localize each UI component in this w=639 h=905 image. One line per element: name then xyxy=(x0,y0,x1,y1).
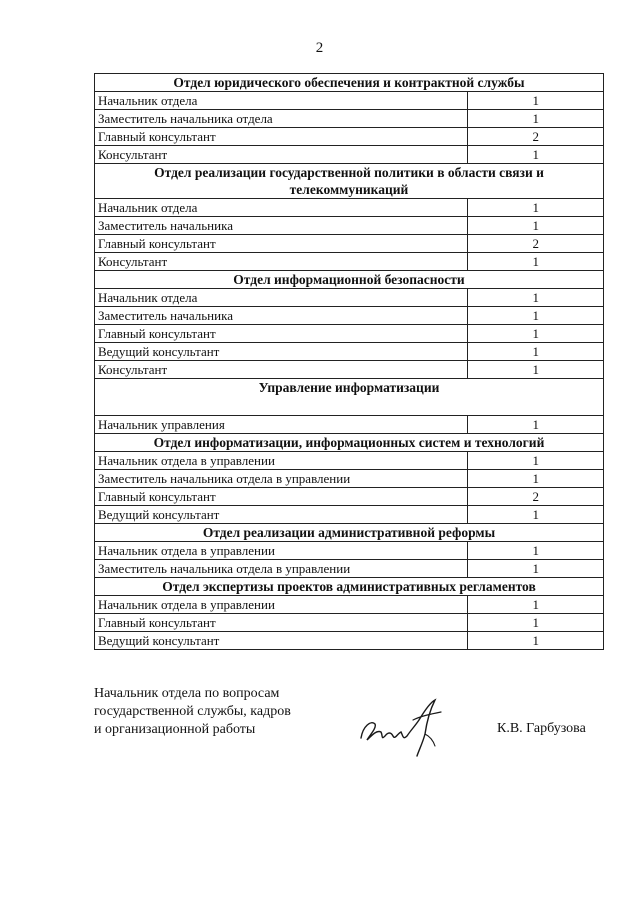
staff-count: 1 xyxy=(468,199,604,217)
staff-count: 1 xyxy=(468,542,604,560)
staff-count: 1 xyxy=(468,506,604,524)
table-row xyxy=(95,614,604,632)
table-row xyxy=(95,560,604,578)
table-row xyxy=(95,199,604,217)
staff-count: 1 xyxy=(468,614,604,632)
position-title: Ведущий консультант xyxy=(95,506,468,524)
section-title: Отдел реализации административной реформы xyxy=(95,524,604,542)
section-header-row xyxy=(95,434,604,452)
table-row xyxy=(95,325,604,343)
position-title: Начальник отдела в управлении xyxy=(95,596,468,614)
table-row xyxy=(95,452,604,470)
staff-count: 1 xyxy=(468,253,604,271)
position-title: Заместитель начальника отдела в управлении xyxy=(95,470,468,488)
signer-position-line-1: Начальник отдела по вопросам xyxy=(94,686,280,701)
staffing-table xyxy=(94,73,604,650)
table-row xyxy=(95,632,604,650)
table-row xyxy=(95,542,604,560)
table-row xyxy=(95,596,604,614)
position-title: Заместитель начальника xyxy=(95,217,468,235)
section-title: Отдел информационной безопасности xyxy=(95,271,604,289)
position-title: Начальник отдела xyxy=(95,289,468,307)
signer-name: К.В. Гарбузова xyxy=(497,721,586,736)
staff-count: 1 xyxy=(468,416,604,434)
position-title: Начальник отдела xyxy=(95,92,468,110)
signer-position-line-2: государственной службы, кадров xyxy=(94,704,291,719)
table-row xyxy=(95,146,604,164)
section-header-row xyxy=(95,74,604,92)
staff-count: 2 xyxy=(468,235,604,253)
table-row xyxy=(95,235,604,253)
table-row xyxy=(95,128,604,146)
staff-count: 1 xyxy=(468,289,604,307)
section-header-row xyxy=(95,164,604,199)
table-row xyxy=(95,416,604,434)
table-row xyxy=(95,289,604,307)
section-header-row xyxy=(95,578,604,596)
position-title: Ведущий консультант xyxy=(95,632,468,650)
table-row xyxy=(95,110,604,128)
table-row xyxy=(95,343,604,361)
staff-count: 1 xyxy=(468,452,604,470)
section-title: Отдел реализации государственной политики в области связи и телекоммуникаций xyxy=(95,164,604,199)
section-header-row xyxy=(95,524,604,542)
section-title: Отдел экспертизы проектов административных регламентов xyxy=(95,578,604,596)
signer-position xyxy=(94,685,291,739)
position-title: Консультант xyxy=(95,146,468,164)
position-title: Главный консультант xyxy=(95,128,468,146)
staff-count: 1 xyxy=(468,596,604,614)
position-title: Заместитель начальника xyxy=(95,307,468,325)
table-row xyxy=(95,217,604,235)
table-row xyxy=(95,307,604,325)
staff-count: 1 xyxy=(468,632,604,650)
table-row xyxy=(95,488,604,506)
staff-count: 2 xyxy=(468,488,604,506)
staff-count: 1 xyxy=(468,307,604,325)
table-row xyxy=(95,253,604,271)
section-header-row xyxy=(95,271,604,289)
table-row xyxy=(95,506,604,524)
position-title: Заместитель начальника отдела в управлении xyxy=(95,560,468,578)
staff-count: 1 xyxy=(468,361,604,379)
position-title: Главный консультант xyxy=(95,235,468,253)
table-row xyxy=(95,361,604,379)
staff-count: 1 xyxy=(468,470,604,488)
staff-count: 1 xyxy=(468,560,604,578)
staff-count: 1 xyxy=(468,146,604,164)
page-number: 2 xyxy=(315,40,324,56)
section-title: Управление информатизации xyxy=(95,379,604,416)
section-title: Отдел юридического обеспечения и контрактной службы xyxy=(95,74,604,92)
staff-count: 1 xyxy=(468,343,604,361)
position-title: Начальник отдела xyxy=(95,199,468,217)
position-title: Главный консультант xyxy=(95,488,468,506)
position-title: Начальник отдела в управлении xyxy=(95,542,468,560)
signer-position-line-3: и организационной работы xyxy=(94,722,256,737)
staff-count: 1 xyxy=(468,217,604,235)
position-title: Начальник управления xyxy=(95,416,468,434)
handwritten-signature xyxy=(355,690,445,760)
position-title: Начальник отдела в управлении xyxy=(95,452,468,470)
staff-count: 2 xyxy=(468,128,604,146)
table-row xyxy=(95,470,604,488)
position-title: Заместитель начальника отдела xyxy=(95,110,468,128)
section-title: Отдел информатизации, информационных систем и технологий xyxy=(95,434,604,452)
position-title: Главный консультант xyxy=(95,614,468,632)
position-title: Консультант xyxy=(95,253,468,271)
position-title: Ведущий консультант xyxy=(95,343,468,361)
staff-count: 1 xyxy=(468,325,604,343)
position-title: Консультант xyxy=(95,361,468,379)
staff-count: 1 xyxy=(468,92,604,110)
staffing-table-body xyxy=(95,74,604,650)
section-header-row xyxy=(95,379,604,416)
table-row xyxy=(95,92,604,110)
staff-count: 1 xyxy=(468,110,604,128)
position-title: Главный консультант xyxy=(95,325,468,343)
